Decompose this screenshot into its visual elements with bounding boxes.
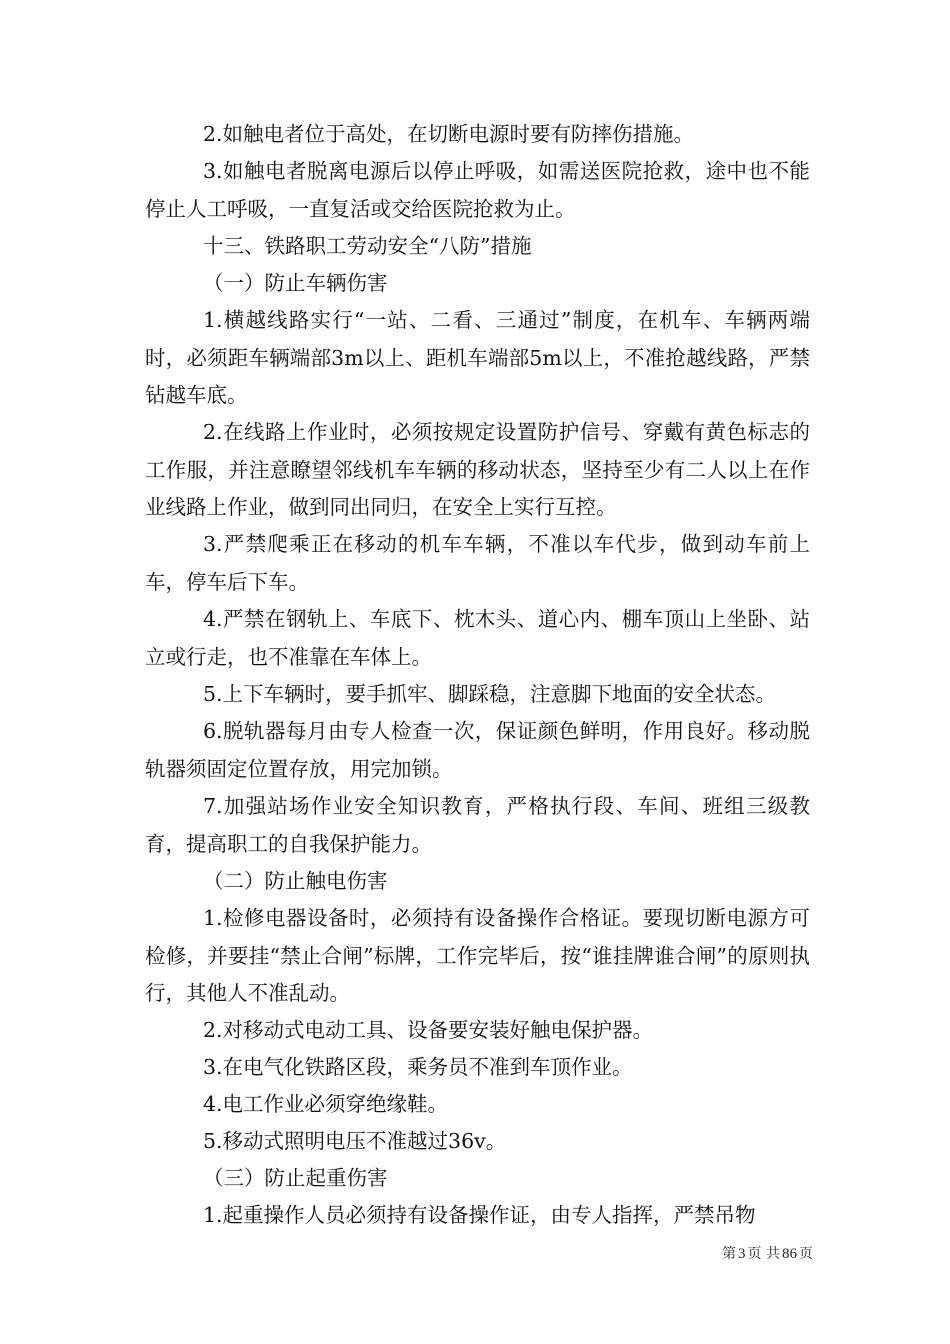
paragraph: 4.电工作业必须穿绝缘鞋。 <box>203 1092 449 1116</box>
paragraph: 5.移动式照明电压不准越过36v。 <box>203 1129 507 1153</box>
subsection-heading: （三）防止起重伤害 <box>203 1166 388 1190</box>
section-heading: 十三、铁路职工劳动安全“八防”措施 <box>203 234 532 258</box>
paragraph: 6.脱轨器每月由专人检查一次，保证颜色鲜明，作用良好。移动脱轨器须固定位置存放，用完加锁。 <box>145 719 810 781</box>
paragraph: 7.加强站场作业安全知识教育，严格执行段、车间、班组三级教育，提高职工的自我保护能力。 <box>145 794 810 856</box>
paragraph: 3.在电气化铁路区段，乘务员不准到车顶作业。 <box>203 1055 633 1079</box>
paragraph: 5.上下车辆时，要手抓牢、脚踩稳，注意脚下地面的安全状态。 <box>203 682 777 706</box>
footer-middle: 页 共 <box>747 1246 780 1262</box>
footer-suffix: 页 <box>798 1246 813 1262</box>
paragraph: 1.横越线路实行“一站、二看、三通过”制度，在机车、车辆两端时，必须距车辆端部3m以上、距机车端部5m以上，不准抢越线路，严禁钻越车底。 <box>145 308 810 407</box>
paragraph: 3.严禁爬乘正在移动的机车车辆，不准以车代步，做到动车前上车，停车后下车。 <box>145 532 810 594</box>
page-number: 3 <box>738 1246 746 1262</box>
paragraph: 1.检修电器设备时，必须持有设备操作合格证。要现切断电源方可检修，并要挂“禁止合闸”标牌，工作完毕后，按“谁挂牌谁合闸”的原则执行，其他人不准乱动。 <box>145 906 810 1005</box>
paragraph: 2.对移动式电动工具、设备要安装好触电保护器。 <box>203 1018 654 1042</box>
subsection-heading: （二）防止触电伤害 <box>203 869 388 893</box>
paragraph: 1.起重操作人员必须持有设备操作证，由专人指挥，严禁吊物 <box>203 1203 756 1227</box>
paragraph: 2.如触电者位于高处，在切断电源时要有防摔伤措施。 <box>203 122 695 146</box>
footer-prefix: 第 <box>722 1246 736 1262</box>
paragraph: 4.严禁在钢轨上、车底下、枕木头、道心内、棚车顶山上坐卧、站立或行走，也不准靠在车体上。 <box>145 607 810 669</box>
paragraph: 3.如触电者脱离电源后以停止呼吸，如需送医院抢救，途中也不能停止人工呼吸，一直复活或交给医院抢救为止。 <box>145 159 810 221</box>
subsection-heading: （一）防止车辆伤害 <box>203 271 388 295</box>
page-footer <box>722 1243 813 1263</box>
total-pages: 86 <box>781 1246 797 1262</box>
paragraph: 2.在线路上作业时，必须按规定设置防护信号、穿戴有黄色标志的工作服，并注意瞭望邻线机车车辆的移动状态，坚持至少有二人以上在作业线路上作业，做到同出同归，在安全上实行互控。 <box>145 420 810 519</box>
